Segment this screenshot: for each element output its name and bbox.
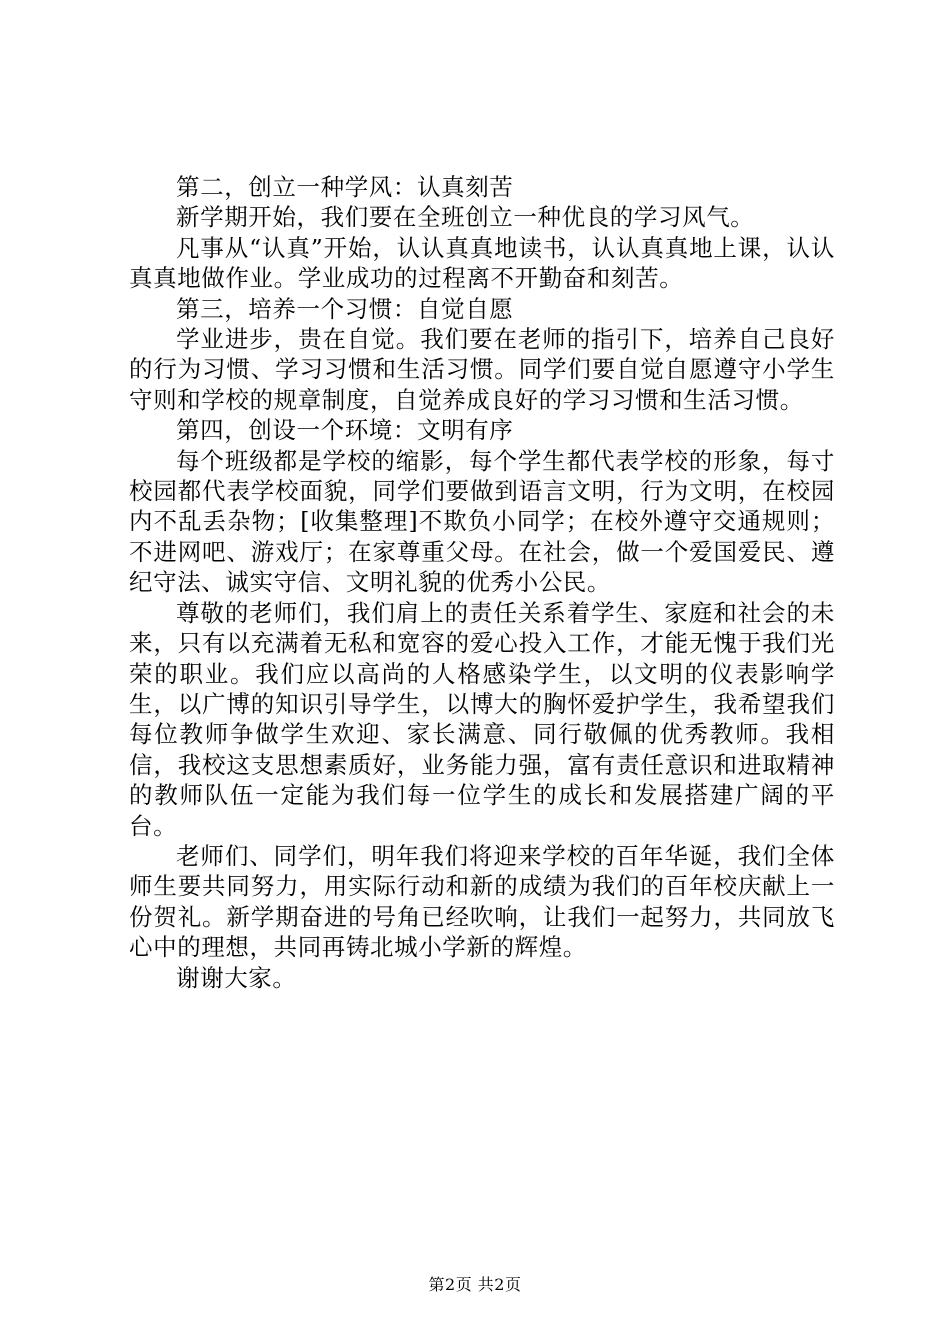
paragraph-heading-habit: 第三，培养一个习惯：自觉自愿 [176, 294, 514, 323]
paragraph-closing: 谢谢大家。 [176, 963, 297, 992]
paragraph: 每个班级都是学校的缩影，每个学生都代表学校的形象，每寸校园都代表学校面貌，同学们要做到语言文明，行为文明，在校园内不乱丢杂物；[收集整理]不欺负小同学；在校外遵守交通规则；不进网吧、游戏厅；在家尊重父母。在社会，做一个爱国爱民、遵纪守法、诚实守信、文明礼貌的优秀小公民。 [129, 446, 835, 597]
document-body [129, 172, 835, 993]
paragraph: 凡事从“认真”开始，认认真真地读书，认认真真地上课，认认真真地做作业。学业成功的过程离不开勤奋和刻苦。 [129, 233, 835, 293]
page-footer: 第2页 共2页 [428, 1275, 522, 1294]
paragraph: 老师们、同学们，明年我们将迎来学校的百年华诞，我们全体师生要共同努力，用实际行动和新的成绩为我们的百年校庆献上一份贺礼。新学期奋进的号角已经吹响，让我们一起努力，共同放飞心中的理想，共同再铸北城小学新的辉煌。 [129, 841, 835, 962]
paragraph: 学业进步，贵在自觉。我们要在老师的指引下，培养自己良好的行为习惯、学习习惯和生活习惯。同学们要自觉自愿遵守小学生守则和学校的规章制度，自觉养成良好的学习习惯和生活习惯。 [129, 325, 835, 414]
paragraph: 尊敬的老师们，我们肩上的责任关系着学生、家庭和社会的未来，只有以充满着无私和宽容的爱心投入工作，才能无愧于我们光荣的职业。我们应以高尚的人格感染学生，以文明的仪表影响学生，以广博的知识引导学生，以博大的胸怀爱护学生，我希望我们每位教师争做学生欢迎、家长满意、同行敬佩的优秀教师。我相信，我校这支思想素质好，业务能力强，富有责任意识和进取精神的教师队伍一定能为我们每一位学生的成长和发展搭建广阔的平台。 [129, 598, 835, 840]
paragraph-heading-environment: 第四，创设一个环境：文明有序 [176, 416, 514, 445]
paragraph: 新学期开始，我们要在全班创立一种优良的学习风气。 [176, 203, 755, 232]
paragraph-heading-study-style: 第二，创立一种学风：认真刻苦 [176, 173, 514, 201]
